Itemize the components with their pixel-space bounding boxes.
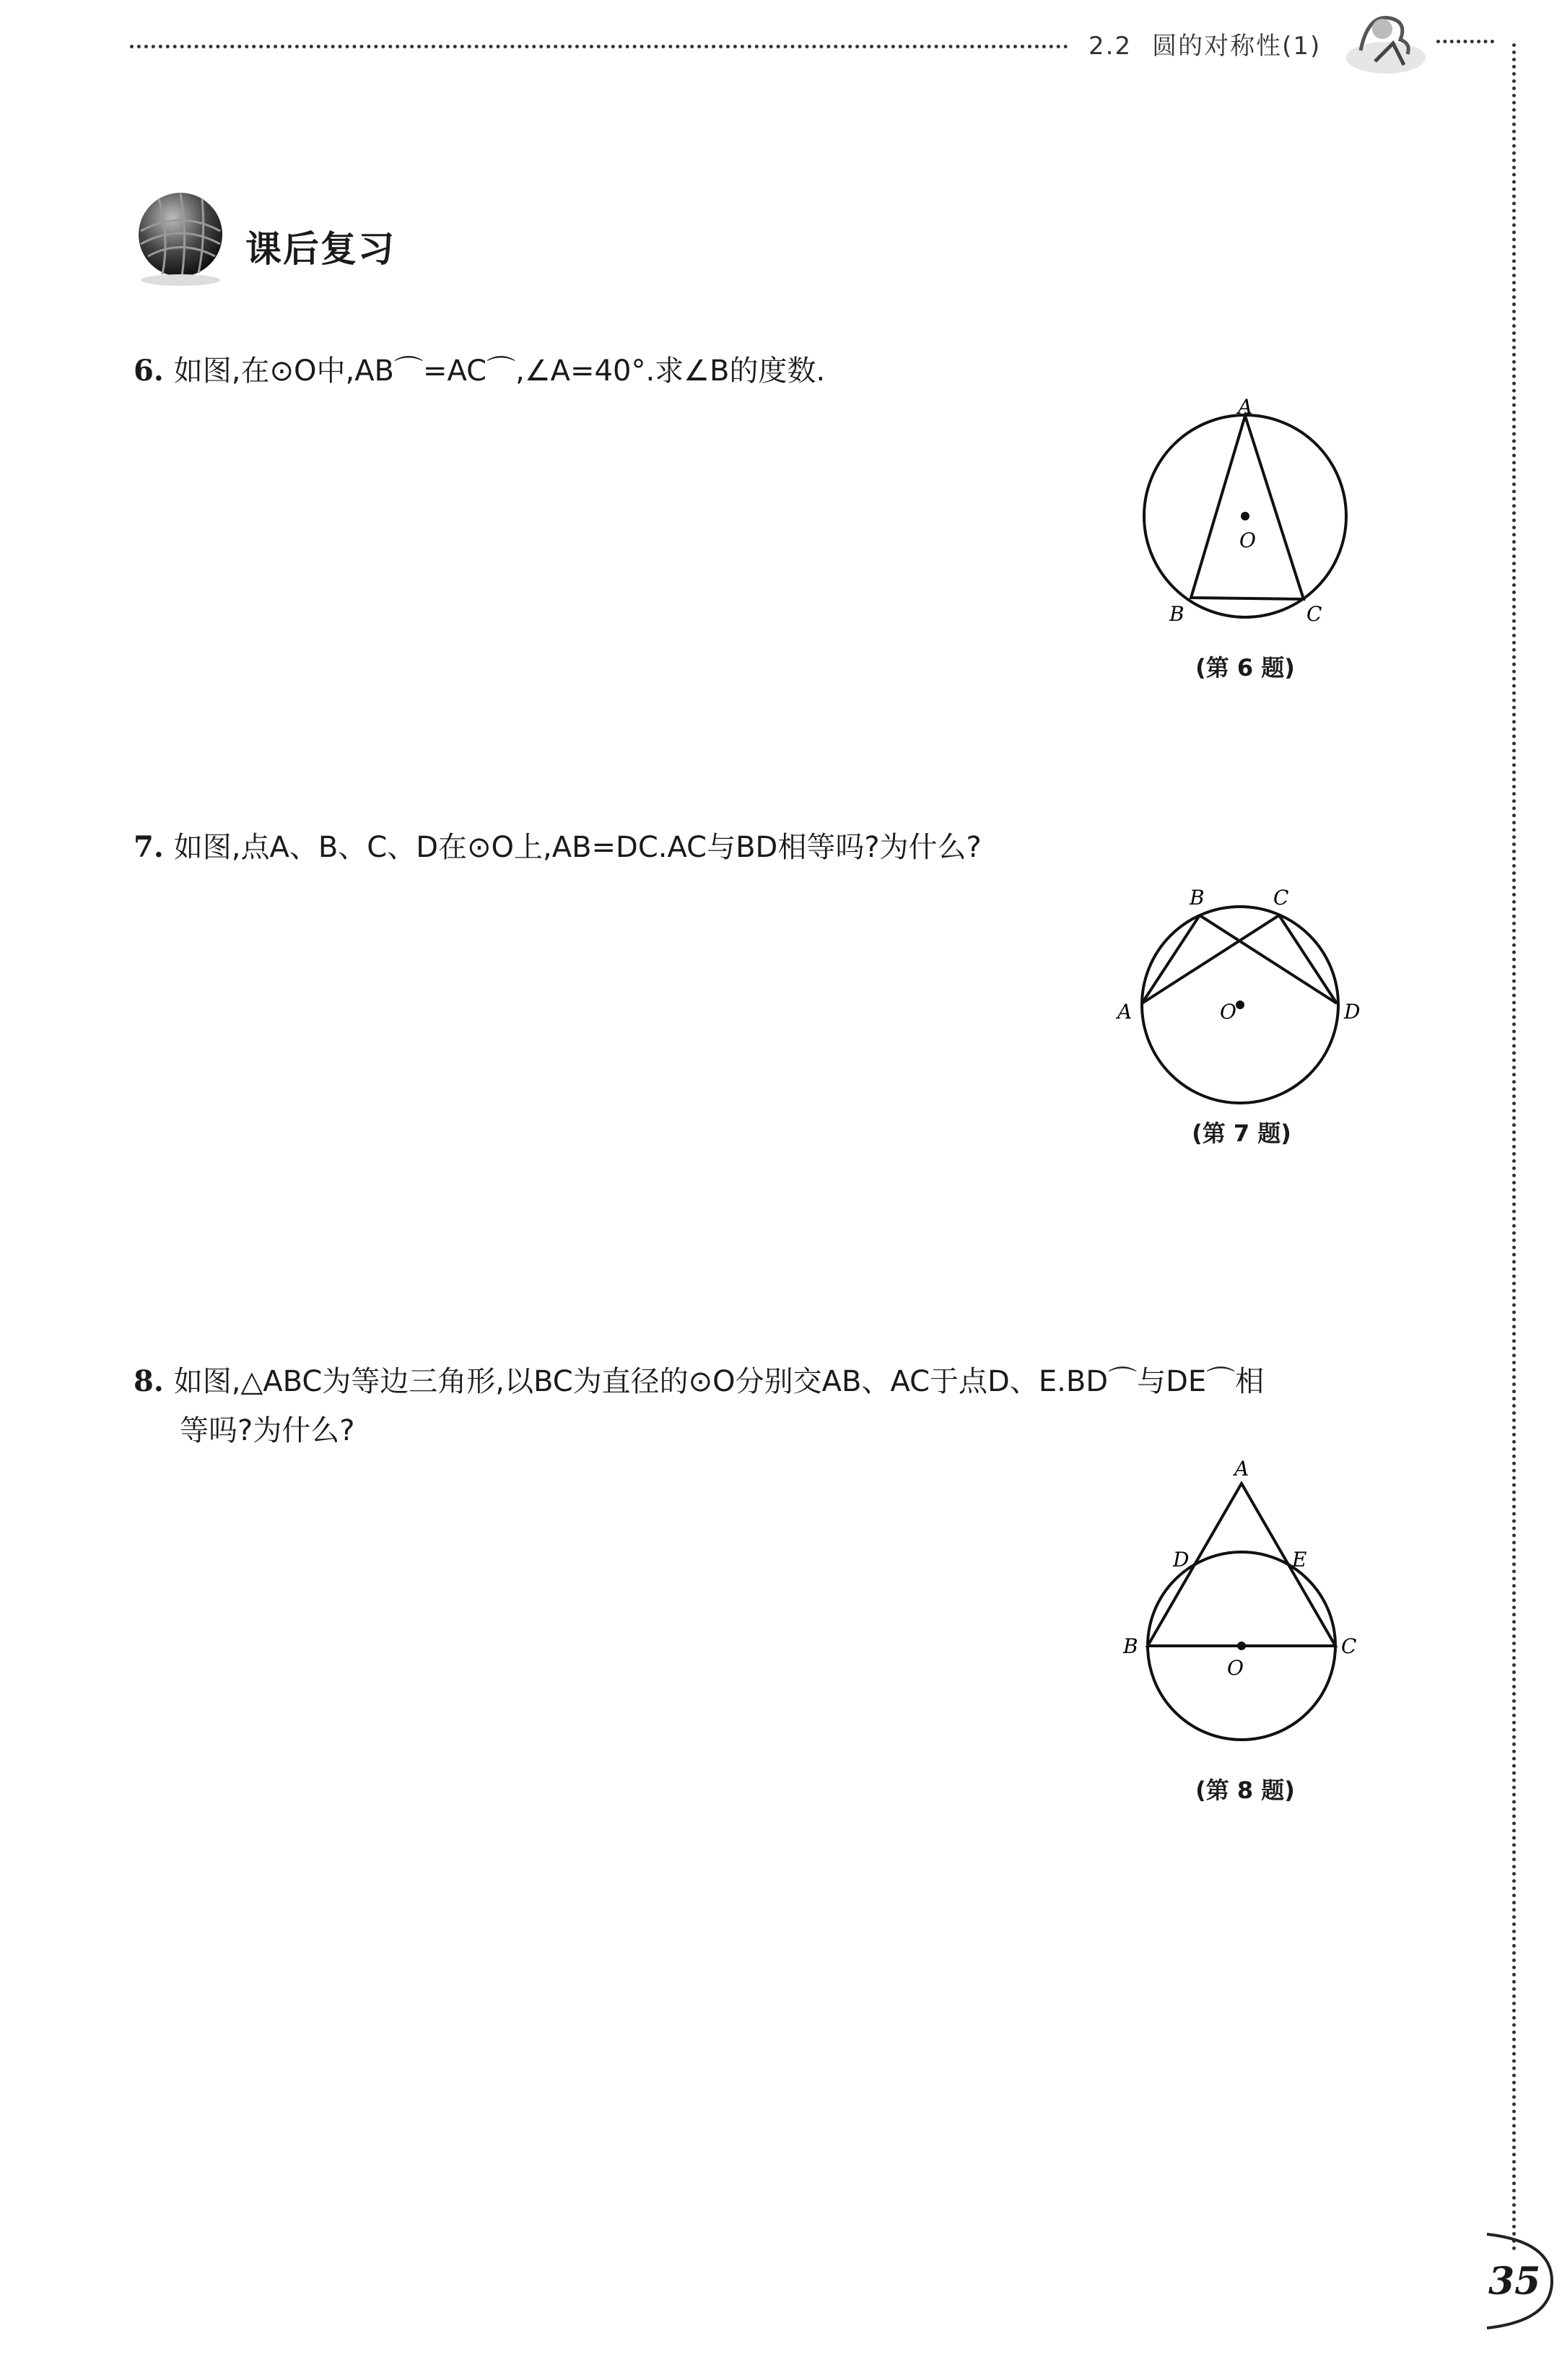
label-o: O [1239, 528, 1256, 552]
label-c: C [1341, 1634, 1357, 1658]
problem-number: 7. [134, 830, 164, 864]
figure-8-caption: (第 8 题) [1195, 1777, 1295, 1804]
header-section-title: 圆的对称性(1) [1152, 32, 1322, 61]
label-b: B [1169, 602, 1184, 626]
figure-6-caption: (第 6 题) [1195, 654, 1295, 681]
figure-7-caption: (第 7 题) [1192, 1120, 1291, 1147]
figure-8-circle-triangle [1112, 1451, 1371, 1754]
problem-text: 如图,点A、B、C、D在⊙O上,AB=DC.AC与BD相等吗?为什么? [173, 831, 982, 864]
label-b: B [1190, 886, 1205, 910]
page-number: 35 [1488, 2259, 1541, 2303]
problem-text-line2: 等吗?为什么? [180, 1414, 355, 1447]
running-header [1088, 26, 1321, 61]
label-o: O [1220, 1000, 1236, 1024]
section-title: 课后复习 [245, 228, 396, 270]
margin-dotted-rule [1512, 43, 1516, 2252]
header-section-number: 2.2 [1088, 32, 1133, 61]
label-a: A [1117, 1000, 1133, 1024]
globe-icon [130, 188, 231, 289]
label-o: O [1227, 1656, 1244, 1680]
figure-7-circle-chords [1112, 870, 1371, 1108]
label-c: C [1273, 886, 1289, 910]
label-d: D [1173, 1548, 1190, 1572]
problem-number: 6. [134, 354, 164, 388]
problem-8 [134, 1357, 1397, 1455]
label-b: B [1123, 1634, 1138, 1658]
problem-6 [134, 346, 1397, 396]
label-a: A [1238, 395, 1253, 419]
problem-text: 如图,在⊙O中,AB⌒=AC⌒,∠A=40°.求∠B的度数. [173, 354, 826, 388]
label-c: C [1306, 602, 1322, 626]
label-d: D [1344, 1000, 1361, 1024]
label-a: A [1234, 1457, 1249, 1481]
problem-text-line1: 如图,△ABC为等边三角形,以BC为直径的⊙O分别交AB、AC于点D、E.BD⌒与DE⌒相 [173, 1365, 1265, 1398]
mascot-illustration [1339, 0, 1433, 79]
problem-7 [134, 823, 1397, 872]
label-e: E [1292, 1548, 1307, 1572]
figure-6-circle-triangle [1126, 393, 1364, 632]
header-dotted-rule-right [1436, 40, 1494, 43]
header-dotted-rule [130, 45, 1068, 48]
problem-number: 8. [134, 1364, 164, 1398]
